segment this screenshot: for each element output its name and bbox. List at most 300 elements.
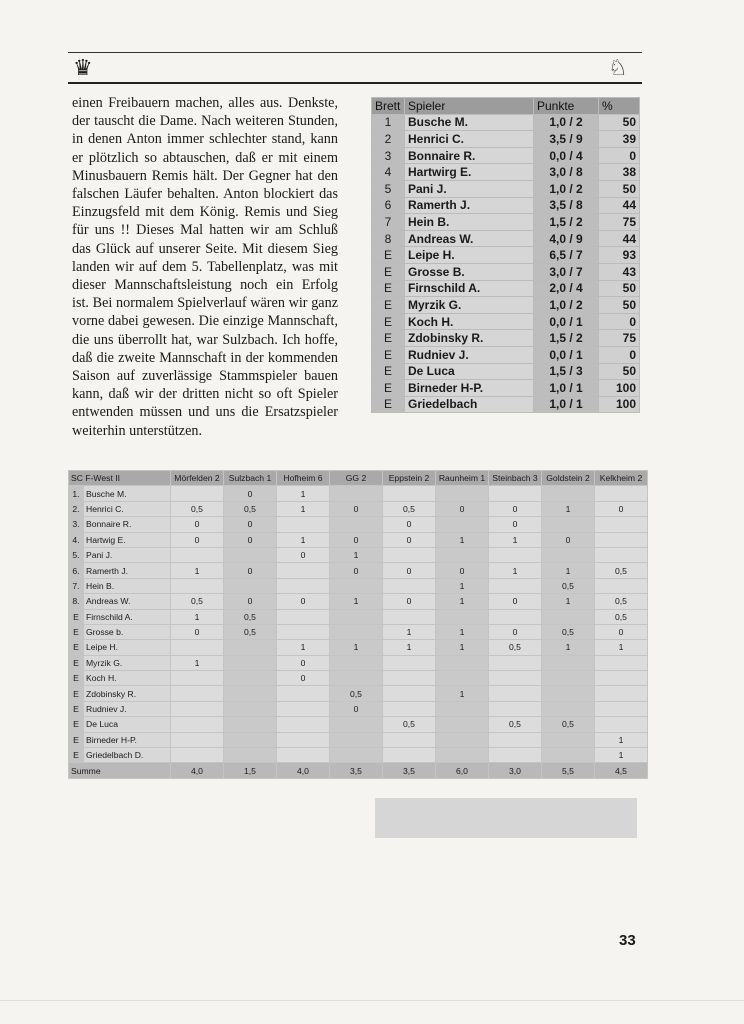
opponent-header: GG 2	[330, 471, 383, 486]
result-cell	[542, 609, 595, 624]
result-cell: 1	[489, 563, 542, 578]
player-name-cell: Birneder H-P.	[84, 732, 171, 747]
board-cell: 1.	[69, 486, 84, 501]
result-cell: 0,5	[330, 686, 383, 701]
points-row	[372, 214, 640, 231]
result-cell	[436, 701, 489, 716]
points-row	[372, 147, 640, 164]
result-cell	[489, 671, 542, 686]
result-cell	[542, 547, 595, 562]
result-cell: 1	[330, 547, 383, 562]
result-cell: 0	[383, 532, 436, 547]
points-cell: 3,5 / 9	[534, 131, 599, 148]
points-row	[372, 297, 640, 314]
result-cell	[171, 486, 224, 501]
brett-cell: E	[372, 330, 405, 347]
opponent-header: Hofheim 6	[277, 471, 330, 486]
result-cell	[330, 609, 383, 624]
result-cell	[330, 748, 383, 763]
points-cell: 0,0 / 1	[534, 313, 599, 330]
result-cell	[277, 732, 330, 747]
points-cell: 4,0 / 9	[534, 230, 599, 247]
results-row	[69, 671, 648, 686]
result-cell	[224, 640, 277, 655]
brett-cell: 1	[372, 114, 405, 131]
result-cell	[383, 486, 436, 501]
result-cell: 0	[489, 594, 542, 609]
result-cell: 1	[330, 594, 383, 609]
player-name-cell: Ramerth J.	[405, 197, 534, 214]
result-cell	[330, 486, 383, 501]
board-cell: E	[69, 624, 84, 639]
brett-cell: 3	[372, 147, 405, 164]
results-row	[69, 686, 648, 701]
result-cell: 0,5	[489, 717, 542, 732]
result-cell: 0,5	[224, 501, 277, 516]
board-cell: E	[69, 732, 84, 747]
points-row	[372, 280, 640, 297]
article-paragraph: einen Freibauern machen, alles aus. Denkste, der tauscht die Dame. Nach weiteren Stunden, in denen Anton immer schlechter stand, kann er plötzlich so abtauschen, daß er mit einem Minusbauern Remis hält. Der Gegner hat den falschen Läufer behalten. Anton blockiert das Einzugsfeld mit dem König. Remis und Sieg für uns !! Dieses Mal hatten wir am Schluß das Glück auf unserer Seite. Mit diesem Sieg landen wir auf dem 5. Tabellenplatz, was mit dieser Mannschaftsleistung noch ein Erfolg ist. Bei normalem Spielverlauf wären wir ganz vorne dabei gewesen. Die einzige Mannschaft, die uns überrollt hat, war Sulzbach. Ich hoffe, daß die zweite Mannschaft in der kommenden Saison auf zuverlässige Stammspieler bauen kann, daß wir der dritten nicht so oft Spieler entwenden müssen und uns die Ersatzspieler weiterhin unterstützen.	[72, 95, 338, 439]
result-cell	[277, 624, 330, 639]
player-name-cell: Rudniev J.	[84, 701, 171, 716]
results-row	[69, 517, 648, 532]
sum-cell: 4,5	[595, 763, 648, 778]
player-name-cell: Zdobinsky R.	[405, 330, 534, 347]
result-cell: 0	[277, 547, 330, 562]
sum-cell: 3,5	[383, 763, 436, 778]
brett-cell: E	[372, 247, 405, 264]
player-name-cell: Griedelbach	[405, 396, 534, 413]
result-cell	[383, 609, 436, 624]
points-row	[372, 230, 640, 247]
player-name-cell: Bonnaire R.	[84, 517, 171, 532]
results-row	[69, 532, 648, 547]
opponent-header: Mörfelden 2	[171, 471, 224, 486]
points-cell: 1,0 / 2	[534, 180, 599, 197]
opponent-header: Goldstein 2	[542, 471, 595, 486]
points-row	[372, 346, 640, 363]
result-cell: 0	[489, 624, 542, 639]
result-cell: 0	[224, 594, 277, 609]
header-spieler: Spieler	[405, 98, 534, 115]
percent-cell: 75	[599, 214, 640, 231]
points-row	[372, 330, 640, 347]
percent-cell: 44	[599, 197, 640, 214]
board-cell: 7.	[69, 578, 84, 593]
board-cell: E	[69, 717, 84, 732]
result-cell: 0,5	[171, 594, 224, 609]
result-cell	[224, 701, 277, 716]
result-cell	[595, 547, 648, 562]
board-cell: E	[69, 655, 84, 670]
sum-cell: 3,5	[330, 763, 383, 778]
result-cell: 1	[542, 594, 595, 609]
brett-cell: 8	[372, 230, 405, 247]
result-cell: 0	[383, 594, 436, 609]
percent-cell: 100	[599, 380, 640, 397]
board-cell: E	[69, 609, 84, 624]
result-cell	[383, 701, 436, 716]
points-cell: 3,0 / 8	[534, 164, 599, 181]
result-cell	[224, 686, 277, 701]
player-name-cell: Pani J.	[84, 547, 171, 562]
result-cell: 1	[542, 563, 595, 578]
result-cell: 1	[542, 640, 595, 655]
sum-cell: 6,0	[436, 763, 489, 778]
result-cell	[595, 686, 648, 701]
result-cell	[436, 717, 489, 732]
points-row	[372, 313, 640, 330]
player-name-cell: De Luca	[405, 363, 534, 380]
result-cell	[489, 732, 542, 747]
points-cell: 0,0 / 4	[534, 147, 599, 164]
result-cell	[224, 547, 277, 562]
result-cell	[436, 517, 489, 532]
result-cell	[595, 717, 648, 732]
result-cell: 0	[330, 563, 383, 578]
results-header-row	[69, 471, 648, 486]
header-punkte: Punkte	[534, 98, 599, 115]
chess-knight-icon: ♘	[608, 56, 628, 81]
result-cell: 1	[436, 532, 489, 547]
result-cell: 1	[383, 640, 436, 655]
board-cell: 5.	[69, 547, 84, 562]
result-cell	[489, 547, 542, 562]
points-row	[372, 131, 640, 148]
points-row	[372, 363, 640, 380]
chess-queen-icon: ♛	[73, 56, 93, 81]
percent-cell: 75	[599, 330, 640, 347]
sum-row	[69, 763, 648, 778]
result-cell	[383, 748, 436, 763]
result-cell	[383, 732, 436, 747]
brett-cell: E	[372, 263, 405, 280]
board-cell: E	[69, 640, 84, 655]
result-cell	[277, 609, 330, 624]
points-row	[372, 164, 640, 181]
result-cell	[489, 686, 542, 701]
points-row	[372, 396, 640, 413]
result-cell	[171, 547, 224, 562]
player-name-cell: Hein B.	[84, 578, 171, 593]
sum-cell: 4,0	[171, 763, 224, 778]
player-name-cell: Firnschild A.	[405, 280, 534, 297]
percent-cell: 50	[599, 363, 640, 380]
result-cell	[383, 655, 436, 670]
brett-cell: E	[372, 363, 405, 380]
result-cell: 0	[171, 532, 224, 547]
result-cell: 0	[595, 501, 648, 516]
player-name-cell: Hartwirg E.	[405, 164, 534, 181]
result-cell: 0	[277, 655, 330, 670]
points-row	[372, 247, 640, 264]
percent-cell: 50	[599, 280, 640, 297]
result-cell	[542, 655, 595, 670]
result-cell	[224, 671, 277, 686]
result-cell: 0,5	[383, 717, 436, 732]
top-rule	[68, 52, 642, 53]
results-row	[69, 563, 648, 578]
result-cell	[489, 486, 542, 501]
result-cell	[542, 732, 595, 747]
result-cell: 0	[383, 517, 436, 532]
result-cell	[224, 655, 277, 670]
result-cell	[595, 701, 648, 716]
result-cell	[383, 578, 436, 593]
player-name-cell: Myrzik G.	[84, 655, 171, 670]
result-cell: 1	[542, 501, 595, 516]
result-cell	[436, 732, 489, 747]
sum-cell: 4,0	[277, 763, 330, 778]
result-cell: 0,5	[542, 578, 595, 593]
result-cell	[224, 717, 277, 732]
result-cell: 1	[383, 624, 436, 639]
player-name-cell: Henrici C.	[84, 501, 171, 516]
results-row	[69, 578, 648, 593]
board-cell: E	[69, 671, 84, 686]
result-cell	[542, 486, 595, 501]
result-cell	[330, 578, 383, 593]
result-cell: 0,5	[383, 501, 436, 516]
points-row	[372, 114, 640, 131]
result-cell: 0	[330, 501, 383, 516]
result-cell	[277, 517, 330, 532]
percent-cell: 38	[599, 164, 640, 181]
result-cell	[171, 578, 224, 593]
brett-cell: E	[372, 313, 405, 330]
player-name-cell: Birneder H-P.	[405, 380, 534, 397]
player-name-cell: Grosse b.	[84, 624, 171, 639]
result-cell: 0,5	[224, 624, 277, 639]
result-cell: 0	[330, 532, 383, 547]
bottom-rule	[0, 1000, 744, 1001]
result-cell: 0	[489, 517, 542, 532]
result-cell	[595, 671, 648, 686]
sum-cell: 1,5	[224, 763, 277, 778]
result-cell: 1	[277, 501, 330, 516]
result-cell	[330, 732, 383, 747]
result-cell	[171, 686, 224, 701]
result-cell: 0	[224, 532, 277, 547]
player-points-table	[371, 97, 640, 413]
brett-cell: E	[372, 280, 405, 297]
result-cell	[436, 547, 489, 562]
results-row	[69, 486, 648, 501]
opponent-header: Sulzbach 1	[224, 471, 277, 486]
brett-cell: 2	[372, 131, 405, 148]
player-name-cell: Koch H.	[84, 671, 171, 686]
result-cell	[277, 701, 330, 716]
result-cell	[224, 748, 277, 763]
result-cell: 1	[436, 624, 489, 639]
result-cell: 1	[489, 532, 542, 547]
player-name-cell: Pani J.	[405, 180, 534, 197]
result-cell	[595, 578, 648, 593]
result-cell	[436, 655, 489, 670]
result-cell	[224, 578, 277, 593]
result-cell: 0	[436, 501, 489, 516]
player-name-cell: Griedelbach D.	[84, 748, 171, 763]
result-cell	[171, 717, 224, 732]
page-number: 33	[619, 932, 636, 949]
result-cell	[489, 655, 542, 670]
article-text	[72, 94, 338, 440]
points-row	[372, 197, 640, 214]
result-cell: 0	[595, 624, 648, 639]
points-cell: 6,5 / 7	[534, 247, 599, 264]
player-name-cell: Bonnaire R.	[405, 147, 534, 164]
brett-cell: 5	[372, 180, 405, 197]
result-cell	[171, 748, 224, 763]
results-row	[69, 748, 648, 763]
result-cell	[330, 655, 383, 670]
board-cell: 8.	[69, 594, 84, 609]
result-cell	[330, 671, 383, 686]
results-grid-table	[68, 470, 648, 779]
result-cell: 0,5	[171, 501, 224, 516]
results-row	[69, 717, 648, 732]
result-cell	[489, 748, 542, 763]
sum-cell: 3,0	[489, 763, 542, 778]
result-cell	[277, 563, 330, 578]
player-name-cell: Andreas W.	[84, 594, 171, 609]
result-cell: 0	[489, 501, 542, 516]
result-cell: 1	[277, 486, 330, 501]
result-cell	[330, 717, 383, 732]
brett-cell: 4	[372, 164, 405, 181]
result-cell: 0,5	[595, 594, 648, 609]
result-cell: 1	[277, 532, 330, 547]
brett-cell: E	[372, 380, 405, 397]
results-row	[69, 655, 648, 670]
points-cell: 1,5 / 2	[534, 330, 599, 347]
result-cell: 1	[436, 686, 489, 701]
percent-cell: 93	[599, 247, 640, 264]
result-cell	[171, 701, 224, 716]
player-name-cell: Busche M.	[405, 114, 534, 131]
result-cell: 0	[171, 624, 224, 639]
result-cell: 1	[277, 640, 330, 655]
board-cell: 2.	[69, 501, 84, 516]
player-name-cell: Hartwig E.	[84, 532, 171, 547]
player-name-cell: De Luca	[84, 717, 171, 732]
results-row	[69, 609, 648, 624]
result-cell: 1	[171, 609, 224, 624]
points-cell: 1,5 / 3	[534, 363, 599, 380]
result-cell	[489, 578, 542, 593]
result-cell: 0,5	[224, 609, 277, 624]
player-name-cell: Rudniev J.	[405, 346, 534, 363]
brett-cell: E	[372, 346, 405, 363]
result-cell: 0,5	[542, 624, 595, 639]
result-cell	[436, 486, 489, 501]
result-cell	[277, 578, 330, 593]
result-cell	[542, 671, 595, 686]
percent-cell: 0	[599, 346, 640, 363]
result-cell: 0	[330, 701, 383, 716]
points-cell: 1,0 / 1	[534, 380, 599, 397]
results-row	[69, 501, 648, 516]
result-cell: 1	[330, 640, 383, 655]
player-name-cell: Andreas W.	[405, 230, 534, 247]
brett-cell: 7	[372, 214, 405, 231]
result-cell: 0,5	[542, 717, 595, 732]
points-cell: 0,0 / 1	[534, 346, 599, 363]
result-cell	[171, 671, 224, 686]
result-cell	[383, 547, 436, 562]
header-brett: Brett	[372, 98, 405, 115]
results-row	[69, 640, 648, 655]
header-rule	[68, 82, 642, 84]
result-cell	[436, 671, 489, 686]
points-cell: 1,5 / 2	[534, 214, 599, 231]
percent-cell: 50	[599, 180, 640, 197]
result-cell	[542, 748, 595, 763]
result-cell: 0	[224, 486, 277, 501]
result-cell: 0	[224, 563, 277, 578]
player-name-cell: Leipe H.	[84, 640, 171, 655]
percent-cell: 0	[599, 147, 640, 164]
sum-cell: 5,5	[542, 763, 595, 778]
result-cell: 0	[224, 517, 277, 532]
brett-cell: E	[372, 396, 405, 413]
result-cell: 0	[542, 532, 595, 547]
result-cell: 1	[436, 578, 489, 593]
result-cell	[489, 701, 542, 716]
board-cell: E	[69, 748, 84, 763]
percent-cell: 39	[599, 131, 640, 148]
board-cell: 4.	[69, 532, 84, 547]
points-header-row	[372, 98, 640, 115]
player-name-cell: Koch H.	[405, 313, 534, 330]
result-cell: 0,5	[595, 563, 648, 578]
result-cell: 0,5	[595, 609, 648, 624]
team-name-header: SC F-West II	[69, 471, 171, 486]
sum-label: Summe	[69, 763, 171, 778]
result-cell: 1	[436, 594, 489, 609]
result-cell	[171, 640, 224, 655]
result-cell	[171, 732, 224, 747]
percent-cell: 44	[599, 230, 640, 247]
points-row	[372, 380, 640, 397]
result-cell	[595, 532, 648, 547]
percent-cell: 0	[599, 313, 640, 330]
opponent-header: Raunheim 1	[436, 471, 489, 486]
percent-cell: 43	[599, 263, 640, 280]
player-name-cell: Grosse B.	[405, 263, 534, 280]
result-cell	[595, 486, 648, 501]
result-cell	[224, 732, 277, 747]
results-row	[69, 732, 648, 747]
result-cell: 0	[436, 563, 489, 578]
player-name-cell: Firnschild A.	[84, 609, 171, 624]
result-cell	[595, 517, 648, 532]
result-cell	[330, 517, 383, 532]
player-name-cell: Henrici C.	[405, 131, 534, 148]
result-cell: 0	[171, 517, 224, 532]
results-row	[69, 594, 648, 609]
result-cell: 1	[171, 563, 224, 578]
board-cell: E	[69, 686, 84, 701]
player-name-cell: Leipe H.	[405, 247, 534, 264]
result-cell: 1	[436, 640, 489, 655]
result-cell: 0,5	[489, 640, 542, 655]
board-cell: E	[69, 701, 84, 716]
result-cell: 0	[277, 594, 330, 609]
result-cell	[489, 609, 542, 624]
result-cell: 0	[383, 563, 436, 578]
result-cell	[383, 686, 436, 701]
